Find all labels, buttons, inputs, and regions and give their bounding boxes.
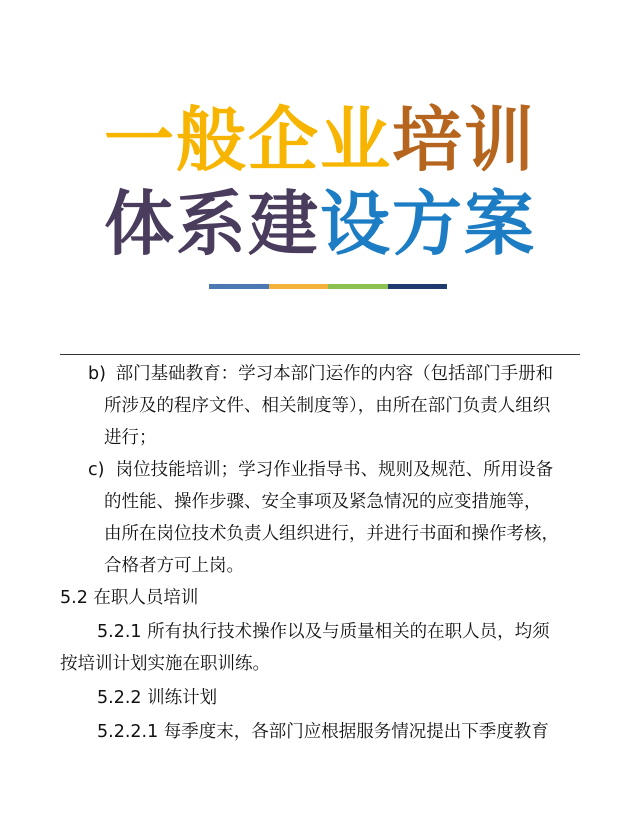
text-line: 岗位技能培训；学习作业指导书、规则及规范、所用设备 bbox=[115, 460, 554, 480]
decorative-color-bar bbox=[209, 284, 447, 289]
text-line: 由所在岗位技术负责人组织进行，并进行书面和操作考核， bbox=[104, 524, 559, 544]
title-segment-brown: 培训 bbox=[392, 99, 536, 181]
deco-segment-navy bbox=[388, 284, 448, 289]
document-title-line-1 bbox=[0, 100, 640, 180]
section-heading-5-2-2: 5.2.2 训练计划 bbox=[97, 688, 218, 708]
text-line: 部门基础教育：学习本部门运作的内容（包括部门手册和 bbox=[115, 364, 554, 384]
text-line: 所涉及的程序文件、相关制度等），由所在部门负责人组织 bbox=[104, 396, 551, 416]
paragraph-5-2-2-1: 5.2.2.1 每季度末，各部门应根据服务情况提出下季度教育 bbox=[97, 722, 549, 742]
title-segment-yellow: 一般企业 bbox=[104, 99, 392, 181]
paragraph-5-2-1-line-2: 按培训计划实施在职训练。 bbox=[60, 654, 270, 674]
deco-segment-green bbox=[328, 284, 388, 289]
list-item-tag: c) bbox=[88, 460, 105, 480]
document-title-line-2 bbox=[0, 184, 640, 264]
list-item-c bbox=[88, 454, 553, 486]
text-line: 的性能、操作步骤、安全事项及紧急情况的应变措施等， bbox=[104, 492, 542, 512]
list-item-b bbox=[88, 358, 553, 390]
title-segment-purple: 体系建 bbox=[104, 183, 320, 265]
text-line: 合格者方可上岗。 bbox=[104, 556, 244, 576]
list-item-tag: b) bbox=[88, 364, 106, 384]
section-heading-5-2: 5.2 在职人员培训 bbox=[60, 588, 199, 608]
deco-segment-orange bbox=[269, 284, 329, 289]
paragraph-5-2-1-line-1: 5.2.1 所有执行技术操作以及与质量相关的在职人员，均须 bbox=[97, 622, 550, 642]
text-line: 进行； bbox=[104, 428, 157, 448]
title-segment-blue: 设方案 bbox=[320, 183, 536, 265]
horizontal-divider bbox=[60, 354, 580, 355]
deco-segment-blue bbox=[209, 284, 269, 289]
